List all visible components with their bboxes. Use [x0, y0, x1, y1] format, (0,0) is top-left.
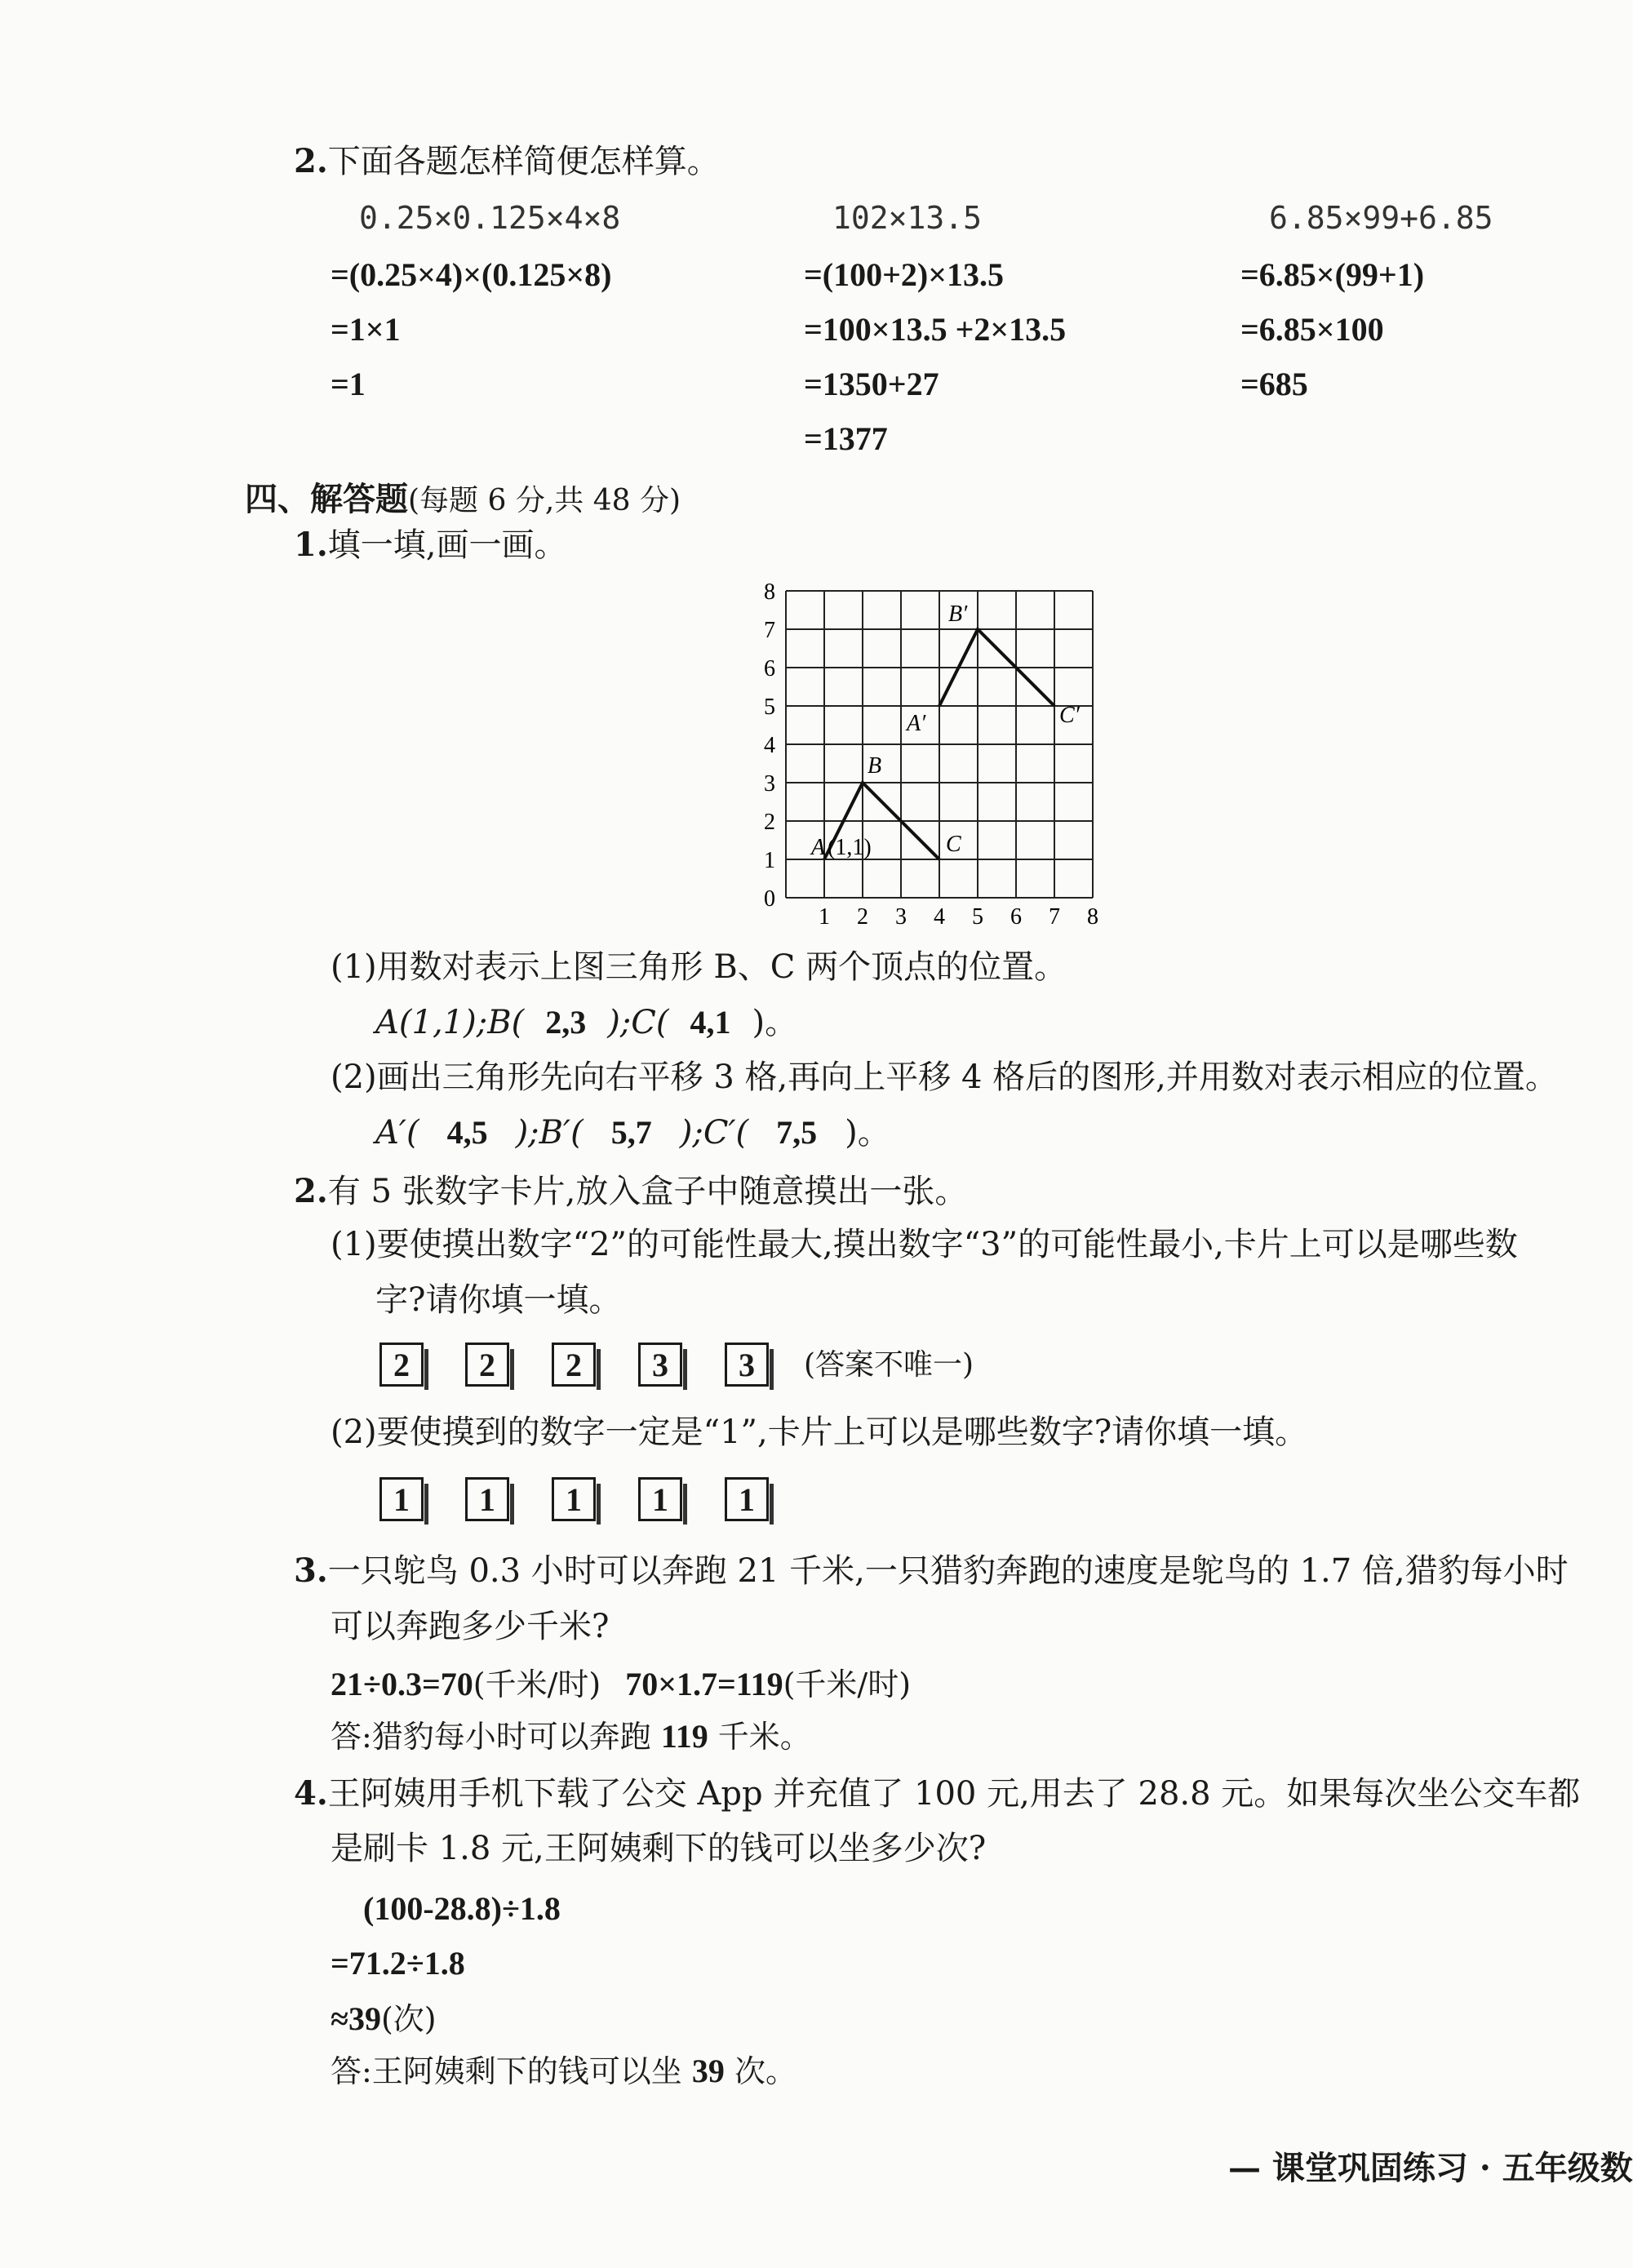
p4-answer	[331, 2055, 797, 2088]
x-tick-label: 8	[1087, 904, 1098, 930]
p2-sub1-line1: (1)要使摸出数字“2”的可能性最大,摸出数字“3”的可能性最小,卡片上可以是哪些数	[331, 1226, 1518, 1263]
q2-col3-line4: =685	[1240, 366, 1308, 402]
p3-calc1: 21÷0.3=70	[331, 1666, 473, 1702]
x-tick-label: 2	[857, 904, 868, 930]
p3-number: 3.	[294, 1551, 328, 1590]
q2-col2-line2: =(100+2)×13.5	[804, 256, 1005, 293]
p3-answer-suffix: 千米。	[717, 1719, 811, 1755]
label-b-prime: B′	[948, 601, 968, 627]
p1-answer-c: 4,1	[690, 1004, 731, 1041]
q2-col1-line4: =1	[331, 366, 366, 402]
section-score-note: (每题 6 分,共 48 分)	[408, 484, 681, 517]
p4-text1: 王阿姨用手机下载了公交 App 并充值了 100 元,用去了 28.8 元。如果每次坐公交车都	[327, 1775, 1581, 1813]
p1-sub2-end: )。	[845, 1114, 890, 1152]
p1-sub1-end: )。	[752, 1004, 798, 1041]
p4-answer-suffix: 次。	[734, 2053, 797, 2089]
p3-unit2: (千米/时)	[783, 1667, 912, 1702]
q2-col3-line3: =6.85×100	[1240, 311, 1384, 348]
card-5: 3	[725, 1343, 769, 1387]
p3-calculation	[331, 1665, 911, 1703]
p4-number: 4.	[294, 1774, 328, 1813]
page-footer: — 课堂巩固练习 · 五年级数	[1228, 2149, 1633, 2187]
p1-text: 填一填,画一画。	[327, 526, 567, 564]
p1-answer-b: 2,3	[545, 1004, 587, 1041]
p3-line1	[294, 1551, 1569, 1590]
x-tick-label: 3	[895, 904, 907, 930]
q2-col2-line3: =100×13.5 +2×13.5	[804, 311, 1067, 348]
p4-step3	[331, 1999, 437, 2038]
coordinate-grid	[718, 575, 1098, 934]
p1-sub1-prefix: A(1,1);B(	[375, 1004, 525, 1041]
card-4: 3	[638, 1343, 682, 1387]
y-tick-label: 8	[764, 579, 775, 605]
card-8: 1	[552, 1477, 596, 1521]
p3-answer-value: 119	[660, 1718, 708, 1755]
p4-step2: =71.2÷1.8	[331, 1945, 465, 1982]
p1-answer-b2: 5,7	[610, 1114, 652, 1151]
p4-step3-value: ≈39	[331, 2000, 381, 2037]
p4-line2: 是刷卡 1.8 元,王阿姨剩下的钱可以坐多少次?	[331, 1830, 987, 1867]
y-tick-label: 1	[764, 848, 775, 873]
q2-col2-line5: =1377	[804, 420, 888, 457]
y-tick-label: 3	[764, 771, 775, 797]
y-tick-label: 5	[764, 695, 775, 720]
x-tick-label: 1	[819, 904, 830, 930]
p1-answer-a2: 4,5	[446, 1114, 488, 1151]
p4-answer-value: 39	[691, 2053, 725, 2089]
grid-axis-labels	[764, 579, 1098, 930]
p2-sub2: (2)要使摸到的数字一定是“1”,卡片上可以是哪些数字?请你填一填。	[331, 1414, 1308, 1451]
card-10: 1	[725, 1477, 769, 1521]
p1-sub2-b-label: );B′(	[515, 1114, 584, 1152]
p2-text: 有 5 张数字卡片,放入盒子中随意摸出一张。	[327, 1173, 968, 1210]
x-tick-label: 7	[1049, 904, 1060, 930]
p1-sub2-c-label: );C′(	[679, 1114, 749, 1152]
p1-sub1-mid: );C(	[607, 1004, 669, 1041]
label-c: C	[946, 832, 961, 857]
q2-text: 下面各题怎样简便怎样算。	[327, 143, 720, 180]
p1-sub2-prompt: (2)画出三角形先向右平移 3 格,再向上平移 4 格后的图形,并用数对表示相应的位置。	[331, 1059, 1558, 1096]
p2-number: 2.	[294, 1172, 328, 1210]
p3-answer-prefix: 答:猎豹每小时可以奔跑	[331, 1719, 651, 1755]
card-7: 1	[465, 1477, 509, 1521]
y-tick-label: 7	[764, 618, 775, 643]
x-tick-label: 4	[934, 904, 945, 930]
p3-unit1: (千米/时)	[473, 1667, 601, 1702]
q2-col3-line1: 6.85×99+6.85	[1269, 200, 1493, 236]
p2-note: (答案不唯一)	[804, 1348, 974, 1382]
p3-answer	[331, 1720, 811, 1753]
p1-sub2-a-label: A′(	[375, 1114, 419, 1152]
card-2: 2	[465, 1343, 509, 1387]
y-tick-label: 0	[764, 886, 775, 912]
p3-line2: 可以奔跑多少千米?	[331, 1608, 610, 1645]
q2-col1-line3: =1×1	[331, 311, 401, 348]
p3-calc2: 70×1.7=119	[625, 1666, 783, 1702]
label-b: B	[868, 753, 882, 779]
p4-step3-unit: (次)	[380, 2001, 437, 2037]
p1-sub2-answer-line	[375, 1114, 890, 1152]
p1-sub1-answer-line	[375, 1006, 797, 1039]
card-3: 2	[552, 1343, 596, 1387]
q2-number: 2.	[294, 142, 328, 180]
p1-answer-c2: 7,5	[776, 1114, 818, 1151]
card-9: 1	[638, 1477, 682, 1521]
q2-col1-line2: =(0.25×4)×(0.125×8)	[331, 256, 612, 293]
p2-sub1-line2: 字?请你填一填。	[375, 1281, 622, 1319]
p3-text1: 一只鸵鸟 0.3 小时可以奔跑 21 千米,一只猎豹奔跑的速度是鸵鸟的 1.7 倍,猎豹每小时	[327, 1552, 1569, 1590]
q2-col2-line4: =1350+27	[804, 366, 939, 402]
q2-col2-line1: 102×13.5	[832, 200, 983, 236]
q2-col1-line1: 0.25×0.125×4×8	[359, 200, 621, 236]
x-tick-label: 6	[1010, 904, 1022, 930]
section-heading	[245, 473, 681, 520]
y-tick-label: 6	[764, 656, 775, 681]
label-a: A	[811, 835, 826, 860]
p4-answer-prefix: 答:王阿姨剩下的钱可以坐	[331, 2053, 682, 2089]
label-c-prime: C′	[1059, 703, 1080, 728]
x-tick-label: 5	[972, 904, 983, 930]
label-a-prime: A′	[907, 711, 926, 736]
p4-step1: (100-28.8)÷1.8	[363, 1890, 561, 1927]
p1-number: 1.	[294, 526, 328, 564]
y-tick-label: 2	[764, 810, 775, 835]
q2-col3-line2: =6.85×(99+1)	[1240, 256, 1425, 293]
p1-title	[294, 526, 567, 564]
label-a-coord: (1,1)	[828, 835, 872, 860]
card-1: 2	[379, 1343, 424, 1387]
card-6: 1	[379, 1477, 424, 1521]
p1-sub1-prompt: (1)用数对表示上图三角形 B、C 两个顶点的位置。	[331, 948, 1067, 986]
section-title: 四、解答题	[245, 480, 408, 518]
q2-title	[294, 142, 720, 180]
p2-title	[294, 1172, 968, 1210]
p4-line1	[294, 1774, 1581, 1813]
y-tick-label: 4	[764, 733, 775, 758]
